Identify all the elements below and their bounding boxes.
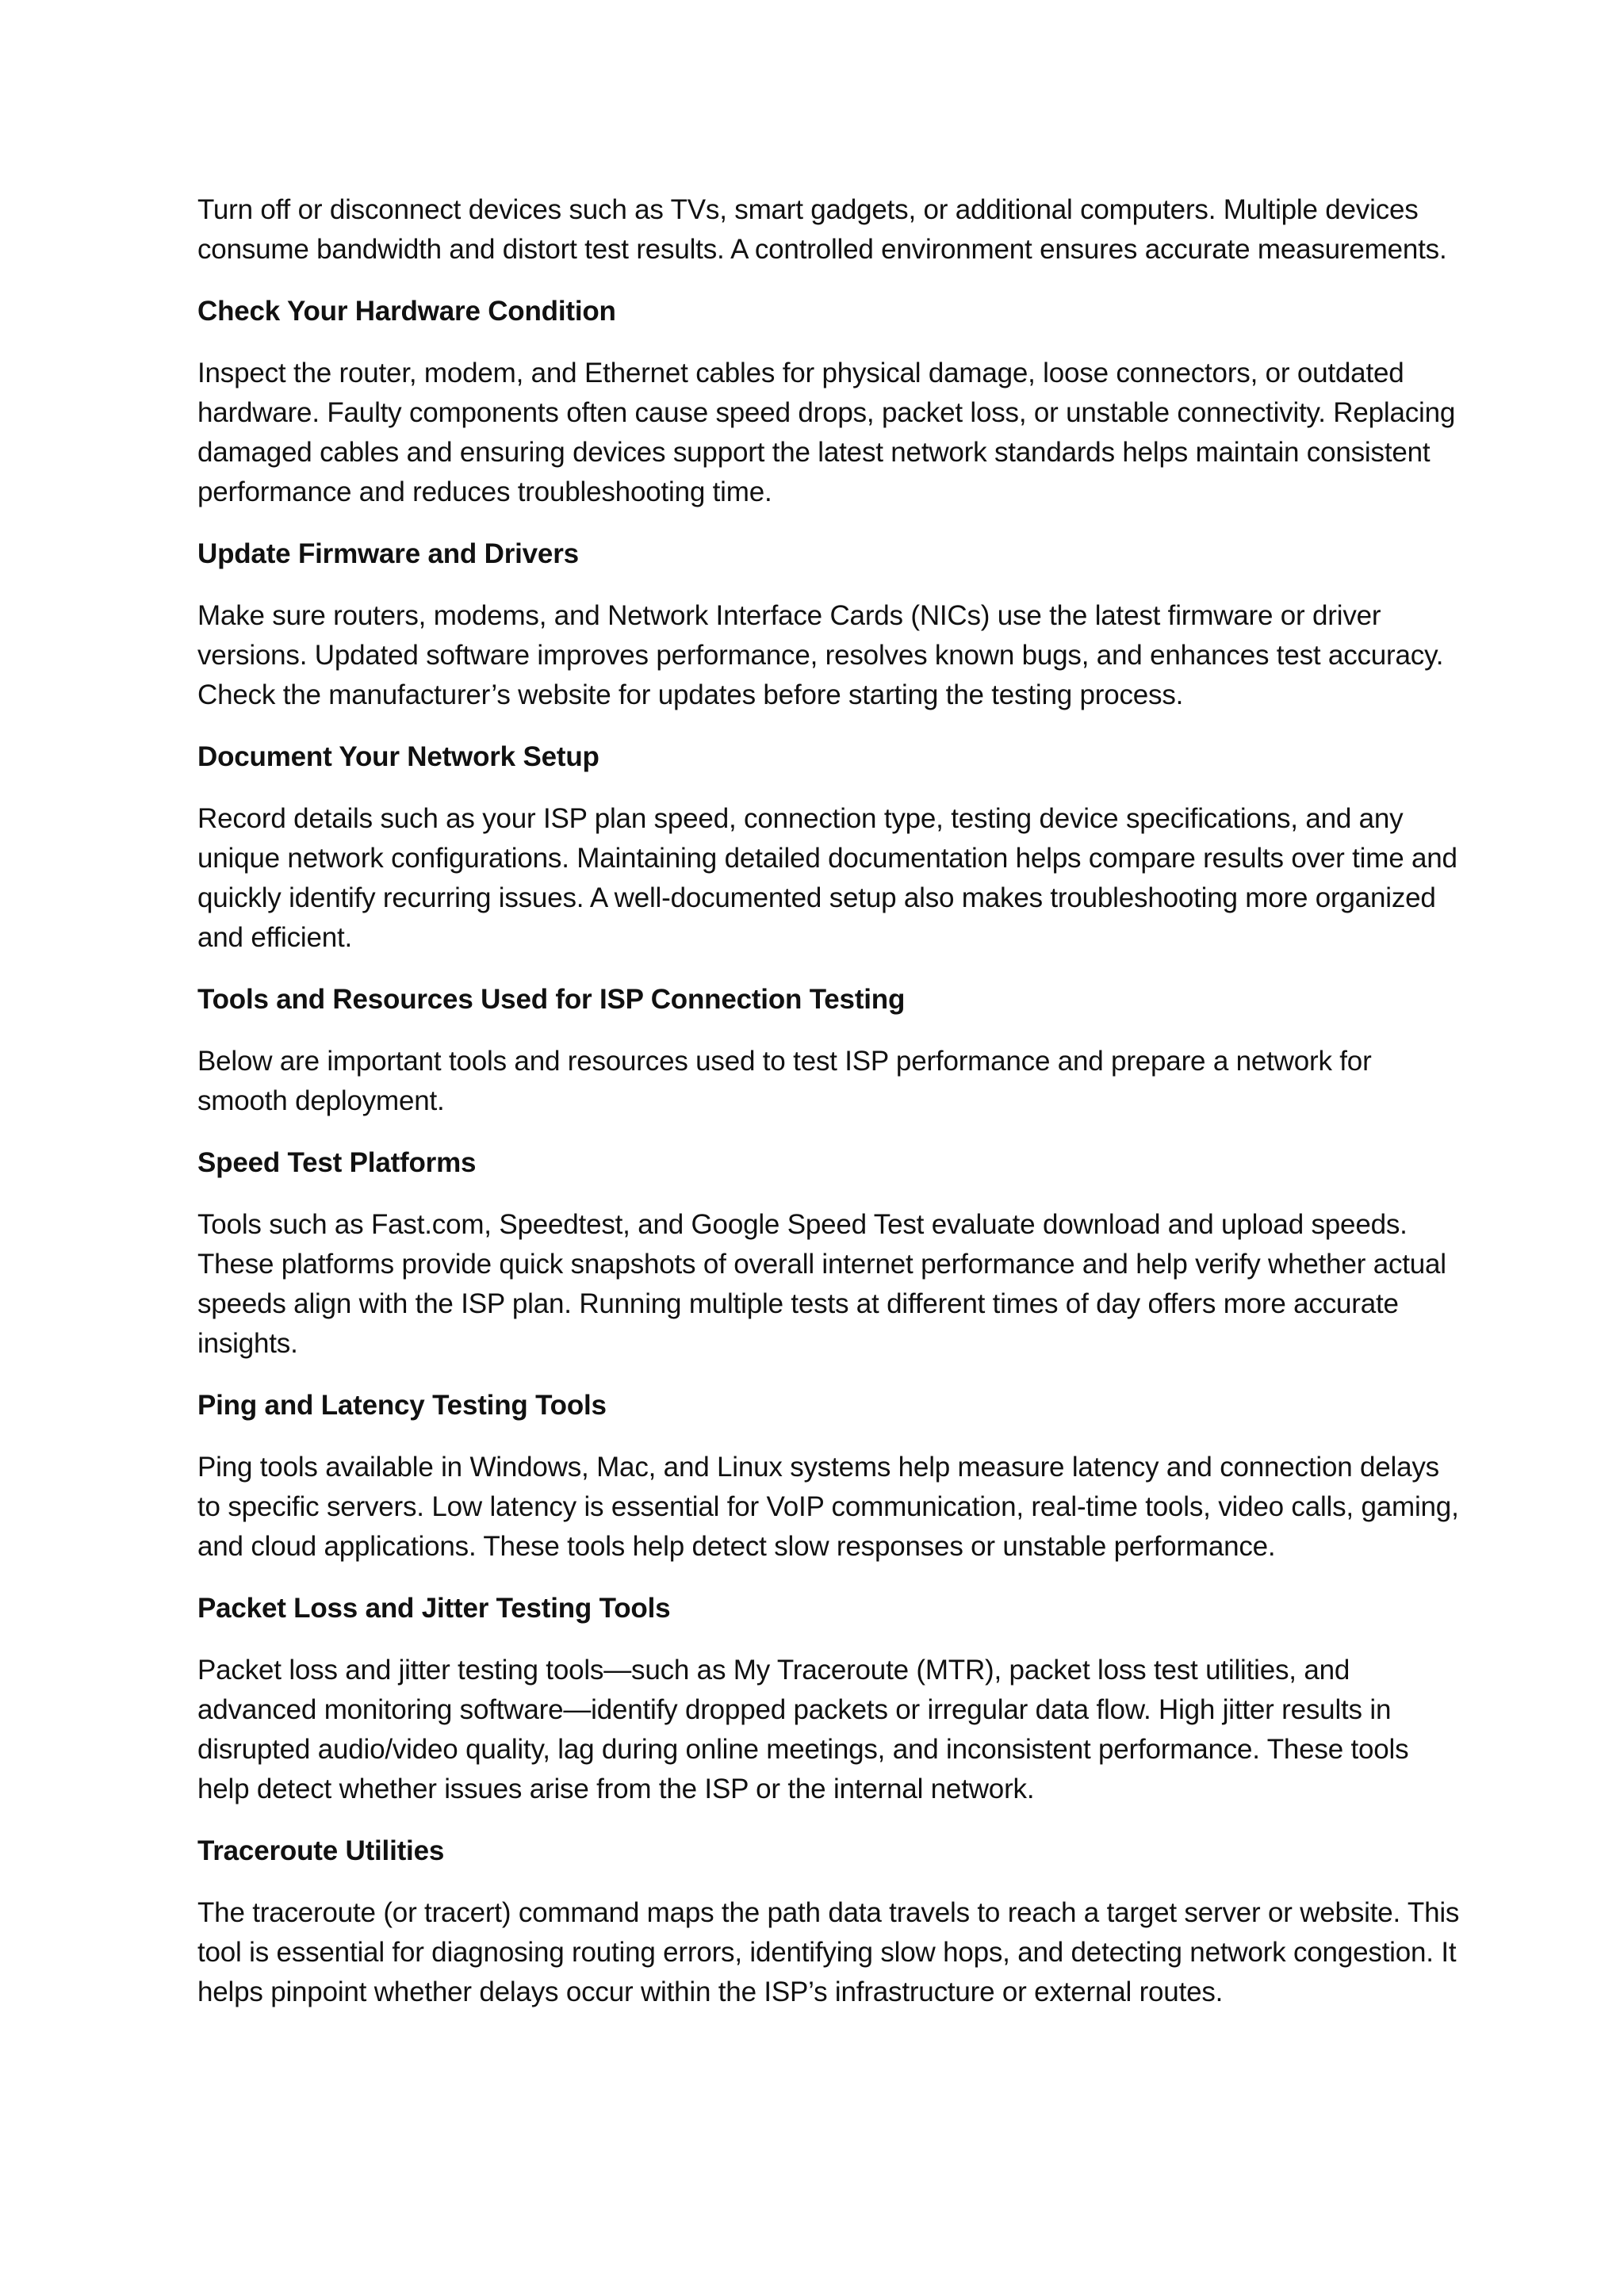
paragraph-check-hardware-condition: Inspect the router, modem, and Ethernet cables for physical damage, loose connectors, or outdated hardware. Faulty components often cause speed drops, packet loss, or unstable connectivity. Replacing damaged cables and ensuring devices support the latest network standards helps maintain consistent performance and reduces troubleshooting time. (197, 358, 1456, 507)
paragraph-packet-loss-jitter-tools: Packet loss and jitter testing tools—such as My Traceroute (MTR), packet loss test utilities, and advanced monitoring software—identify dropped packets or irregular data flow. High jitter results in disrupted audio/video quality, lag during online meetings, and inconsistent performance. These tools help detect whether issues arise from the ISP or the internal network. (197, 1655, 1409, 1804)
heading-speed-test-platforms: Speed Test Platforms (197, 1147, 477, 1178)
heading-tools-and-resources: Tools and Resources Used for ISP Connection Testing (197, 984, 906, 1015)
paragraph-ping-latency-tools: Ping tools available in Windows, Mac, and Linux systems help measure latency and connection delays to specific servers. Low latency is essential for VoIP communication, real-time tools, video calls, gaming, and cloud applications. These tools help detect slow responses or unstable performance. (197, 1452, 1459, 1562)
paragraph-document-network-setup: Record details such as your ISP plan speed, connection type, testing device specifications, and any unique network configurations. Maintaining detailed documentation helps compare results over time and quickly identify recurring issues. A well-documented setup also makes troubleshooting more organized and efficient. (197, 803, 1457, 953)
heading-traceroute-utilities: Traceroute Utilities (197, 1835, 445, 1866)
paragraph-disconnect-devices: Turn off or disconnect devices such as TVs, smart gadgets, or additional computers. Multiple devices consume bandwidth and distort test results. A controlled environment ensures accurate measurements. (197, 194, 1447, 265)
heading-check-hardware-condition: Check Your Hardware Condition (197, 296, 616, 327)
heading-update-firmware-drivers: Update Firmware and Drivers (197, 538, 579, 569)
heading-ping-latency-tools: Ping and Latency Testing Tools (197, 1390, 607, 1421)
paragraph-speed-test-platforms: Tools such as Fast.com, Speedtest, and Google Speed Test evaluate download and upload speeds. These platforms provide quick snapshots of overall internet performance and help verify whether actual speeds align with the ISP plan. Running multiple tests at different times of day offers more accurate insights. (197, 1209, 1446, 1359)
paragraph-traceroute-utilities: The traceroute (or tracert) command maps the path data travels to reach a target server or website. This tool is essential for diagnosing routing errors, identifying slow hops, and detecting network congestion. It helps pinpoint whether delays occur within the ISP’s infrastructure or external routes. (197, 1897, 1460, 2007)
paragraph-update-firmware-drivers: Make sure routers, modems, and Network Interface Cards (NICs) use the latest firmware or driver versions. Updated software improves performance, resolves known bugs, and enhances test accuracy. Check the manufacturer’s website for updates before starting the testing process. (197, 600, 1444, 710)
heading-document-network-setup: Document Your Network Setup (197, 741, 599, 772)
heading-packet-loss-jitter-tools: Packet Loss and Jitter Testing Tools (197, 1593, 671, 1624)
paragraph-tools-and-resources: Below are important tools and resources used to test ISP performance and prepare a network for smooth deployment. (197, 1046, 1372, 1116)
document-page (197, 190, 1466, 2034)
